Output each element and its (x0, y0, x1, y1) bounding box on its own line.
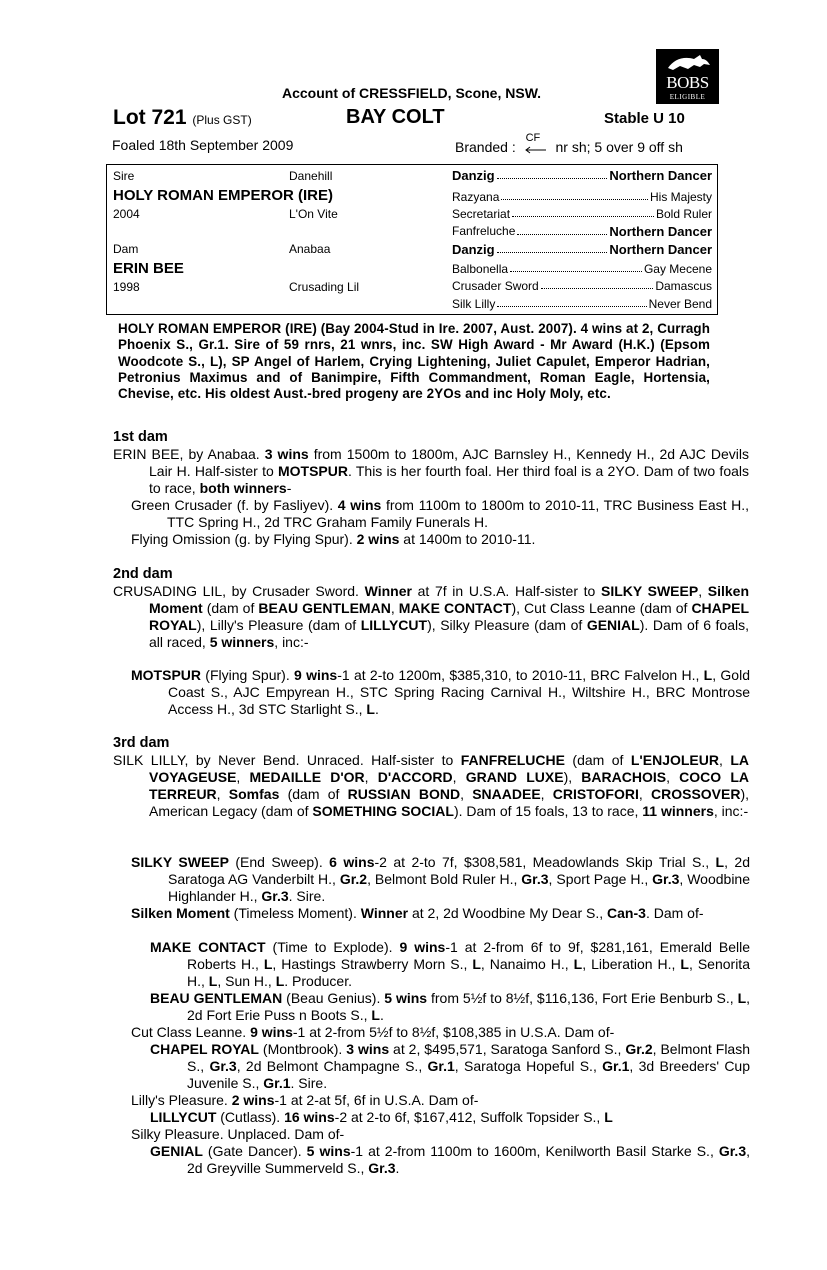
bold-run: 16 wins (284, 1109, 335, 1125)
bold-run: Gr.3 (652, 871, 680, 887)
bold-run: 3 wins (346, 1041, 390, 1057)
bold-run: SILKY SWEEP (131, 854, 229, 870)
bold-run: 5 winners (209, 634, 275, 650)
bold-run: LA VOYAGEUSE (149, 752, 750, 785)
bold-run: Gr.3 (718, 1143, 747, 1159)
bold-run: Silken Moment (149, 583, 749, 616)
lot-label: Lot 721 (113, 106, 187, 129)
ancestor-row (452, 262, 712, 276)
bold-run: 4 wins (337, 497, 382, 513)
bold-run: COCO LA TERREUR (149, 769, 749, 802)
sire-year: 2004 (113, 207, 140, 221)
bold-run: Gr.3 (521, 871, 549, 887)
bold-run: 9 wins (294, 667, 338, 683)
bold-run: Somfas (228, 786, 280, 802)
bold-run: Gr.3 (368, 1160, 396, 1176)
progeny-entry: GENIAL (Gate Dancer). 5 wins-1 at 2-from 1100m to 1600m, Kenilworth Basil Starke S., Gr.3, 2d Greyville Summerveld S., Gr.3. (150, 1143, 750, 1176)
foaled-date: Foaled 18th September 2009 (112, 137, 294, 153)
progeny-entry: Lilly's Pleasure. 2 wins-1 at 2-at 5f, 6f in U.S.A. Dam of- (131, 1092, 479, 1108)
dam-paragraph: SILK LILLY, by Never Bend. Unraced. Half-sister to FANFRELUCHE (dam of L'ENJOLEUR, LA VOYAGEUSE, MEDAILLE D'OR, D'ACCORD, GRAND LUXE), BARACHOIS, COCO LA TERREUR, Somfas (dam of RUSSIAN BOND, SNAADEE, CRISTOFORI, CROSSOVER), American Legacy (dam of SOMETHING SOCIAL). Dam of 15 foals, 13 to race, 11 winners, inc:- (113, 752, 750, 819)
bold-run: Gr.1 (427, 1058, 455, 1074)
ancestor-right: Damascus (655, 279, 712, 293)
bold-run: L (604, 1109, 613, 1125)
bold-run: L (263, 956, 273, 972)
progeny-entry: Green Crusader (f. by Fasliyev). 4 wins from 1100m to 1800m to 2010-11, TRC Business East H., TTC Spring H., 2d TRC Graham Family Funerals H. (131, 497, 750, 530)
brand-mark-text: CF (525, 132, 541, 144)
ancestor-left: Danzig (452, 242, 495, 257)
progeny-entry: Cut Class Leanne. 9 wins-1 at 2-from 5½f to 8½f, $108,385 in U.S.A. Dam of- (131, 1024, 615, 1040)
bold-run: L (275, 973, 285, 989)
ancestor-left: Danzig (452, 168, 495, 183)
bold-run: L (715, 854, 725, 870)
bold-run: Gr.2 (625, 1041, 653, 1057)
vendor-account: Account of CRESSFIELD, Scone, NSW. (282, 85, 542, 101)
bold-run: 3 wins (264, 446, 309, 462)
ancestor-right: Bold Ruler (655, 207, 712, 221)
bold-run: FANFRELUCHE (460, 752, 565, 768)
bold-run: BARACHOIS (581, 769, 667, 785)
section-heading-2nd-dam: 2nd dam (113, 566, 173, 582)
bold-run: L (680, 956, 689, 972)
dam-paragraph: CRUSADING LIL, by Crusader Sword. Winner at 7f in U.S.A. Half-sister to SILKY SWEEP, Silken Moment (dam of BEAU GENTLEMAN, MAKE CONTACT), Cut Class Leanne (dam of CHAPEL ROYAL), Lilly's Pleasure (dam of LILLYCUT), Silky Pleasure (dam of GENIAL). Dam of 6 foals, all raced, 5 winners, inc:- (113, 583, 749, 650)
ancestor-row (452, 168, 712, 183)
ancestor-right: Northern Dancer (609, 242, 712, 257)
ancestor-row (452, 224, 712, 239)
lot-note: (Plus GST) (192, 113, 252, 127)
logo-text: BOBS (666, 73, 709, 92)
ancestor-left: Crusader Sword (452, 279, 539, 293)
bold-run: L (737, 990, 747, 1006)
ancestor-right: His Majesty (649, 190, 712, 204)
bold-run: both winners (199, 480, 287, 496)
ancestor-row (452, 242, 712, 257)
sire-summary: HOLY ROMAN EMPEROR (IRE) (Bay 2004-Stud in Ire. 2007, Aust. 2007). 4 wins at 2, Curragh Phoenix S., Gr.1. Sire of 59 rnrs, 21 wnrs, inc. SW High Award - Mr Award (H.K.) (Epsom Woodcote S., L), SP Angel of Harlem, Crying Lightening, Juliet Capulet, Emperor Hadrian, Petronius Maximus and of Banimpire, Fifth Commandment, Roman Eagle, Hortensia, Chevise, etc. His oldest Aust.-bred progeny are 2YOs and inc Holy Moly, etc. (118, 321, 710, 402)
bold-run: CHAPEL ROYAL (150, 1041, 259, 1057)
bold-run: BEAU GENTLEMAN (258, 600, 391, 616)
lot-number (113, 106, 252, 130)
bold-run: BEAU GENTLEMAN (150, 990, 283, 1006)
bold-run: 9 wins (399, 939, 446, 955)
section-heading-3rd-dam: 3rd dam (113, 735, 170, 751)
bold-run: Gr.1 (602, 1058, 630, 1074)
bold-run: Silken Moment (131, 905, 230, 921)
bold-run: CROSSOVER (651, 786, 741, 802)
ancestor-row (452, 207, 712, 221)
bold-run: Can-3 (607, 905, 646, 921)
ancestor-row (452, 297, 712, 311)
horse-icon (664, 53, 712, 73)
sire-sire: Danehill (289, 169, 333, 183)
ancestor-row (452, 279, 712, 293)
bold-run: CHAPEL ROYAL (149, 600, 749, 633)
bold-run: SOMETHING SOCIAL (312, 803, 454, 819)
ancestor-left: Balbonella (452, 262, 509, 276)
dam-name: ERIN BEE (113, 260, 184, 277)
bold-run: SILKY SWEEP (600, 583, 699, 599)
bold-run: GRAND LUXE (465, 769, 564, 785)
bold-run: 9 wins (250, 1024, 293, 1040)
sire-name: HOLY ROMAN EMPEROR (IRE) (113, 187, 334, 204)
bold-run: GENIAL (586, 617, 640, 633)
bold-run: L (366, 701, 375, 717)
section-heading-1st-dam: 1st dam (113, 429, 168, 445)
bold-run: 5 wins (306, 1143, 351, 1159)
progeny-entry: CHAPEL ROYAL (Montbrook). 3 wins at 2, $495,571, Saratoga Sanford S., Gr.2, Belmont Flash S., Gr.3, 2d Belmont Champagne S., Gr.1, Saratoga Hopeful S., Gr.1, 3d Breeders' Cup Juvenile S., Gr.1. Sire. (150, 1041, 751, 1091)
progeny-entry: MAKE CONTACT (Time to Explode). 9 wins-1 at 2-from 6f to 9f, $281,161, Emerald Belle Roberts H., L, Hastings Strawberry Morn S., L, Nanaimo H., L, Liberation H., L, Senorita H., L, Sun H., L. Producer. (150, 939, 750, 989)
bold-run: MEDAILLE D'OR (249, 769, 365, 785)
ancestor-left: Fanfreluche (452, 224, 516, 238)
bold-run: L (703, 667, 713, 683)
dam-sire: Anabaa (289, 242, 331, 256)
branded-rest: nr sh; 5 over 9 off sh (555, 139, 683, 155)
bold-run: RUSSIAN BOND (347, 786, 461, 802)
progeny-entry: BEAU GENTLEMAN (Beau Genius). 5 wins from 5½f to 8½f, $116,136, Fort Erie Benburb S., L, 2d Fort Erie Puss n Boots S., L. (150, 990, 751, 1023)
bold-run: 11 winners (642, 803, 714, 819)
bold-run: L (472, 956, 481, 972)
bold-run: SNAADEE (472, 786, 541, 802)
bold-run: LILLYCUT (360, 617, 428, 633)
bold-run: 5 wins (384, 990, 428, 1006)
bobs-logo (656, 49, 719, 104)
progeny-entry: Silken Moment (Timeless Moment). Winner at 2, 2d Woodbine My Dear S., Can-3. Dam of- (131, 905, 704, 921)
bold-run: Winner (364, 583, 412, 599)
bold-run: GENIAL (150, 1143, 203, 1159)
bold-run: LILLYCUT (150, 1109, 217, 1125)
bold-run: L (573, 956, 583, 972)
bold-run: MOTSPUR (277, 463, 348, 479)
progeny-entry: SILKY SWEEP (End Sweep). 6 wins-2 at 2-to 7f, $308,581, Meadowlands Skip Trial S., L, 2d Saratoga AG Vanderbilt H., Gr.2, Belmont Bold Ruler H., Gr.3, Sport Page H., Gr.3, Woodbine Highlander H., Gr.3. Sire. (131, 854, 751, 904)
progeny-entry: Flying Omission (g. by Flying Spur). 2 wins at 1400m to 2010-11. (131, 531, 536, 547)
bold-run: Winner (360, 905, 409, 921)
branding (455, 132, 683, 155)
bold-run: CRISTOFORI (552, 786, 639, 802)
ancestor-left: Secretariat (452, 207, 511, 221)
bold-run: MAKE CONTACT (398, 600, 512, 616)
dam-year: 1998 (113, 280, 140, 294)
ancestor-right: Northern Dancer (609, 224, 712, 239)
page-title: BAY COLT (346, 106, 445, 128)
bold-run: Gr.3 (209, 1058, 237, 1074)
bold-run: MOTSPUR (131, 667, 201, 683)
ancestor-right: Northern Dancer (609, 168, 712, 183)
brand-mark (522, 132, 550, 155)
pedigree-table (106, 164, 718, 315)
bold-run: L (371, 1007, 380, 1023)
bold-run: Gr.3 (261, 888, 289, 904)
ancestor-right: Never Bend (648, 297, 712, 311)
progeny-entry: LILLYCUT (Cutlass). 16 wins-2 at 2-to 6f, $167,412, Suffolk Topsider S., L (150, 1109, 613, 1125)
bold-run: L (208, 973, 218, 989)
dam-label: Dam (113, 242, 139, 256)
progeny-entry: Silky Pleasure. Unplaced. Dam of- (131, 1126, 345, 1142)
bold-run: 2 wins (356, 531, 400, 547)
bold-run: MAKE CONTACT (150, 939, 266, 955)
bold-run: D'ACCORD (377, 769, 453, 785)
bold-run: L'ENJOLEUR (630, 752, 719, 768)
bold-run: Gr.2 (339, 871, 368, 887)
sire-label: Sire (113, 169, 135, 183)
ancestor-row (452, 190, 712, 204)
bold-run: Gr.1 (263, 1075, 291, 1091)
bold-run: 2 wins (231, 1092, 275, 1108)
ancestor-left: Razyana (452, 190, 500, 204)
dam-paragraph: ERIN BEE, by Anabaa. 3 wins from 1500m to 1800m, AJC Barnsley H., Kennedy H., 2d AJC Devils Lair H. Half-sister to MOTSPUR. This is her fourth foal. Her third foal is a 2YO. Dam of two foals to race, both winners- (113, 446, 749, 496)
dam-dam: Crusading Lil (289, 280, 360, 294)
ancestor-left: Silk Lilly (452, 297, 496, 311)
ancestor-right: Gay Mecene (643, 262, 712, 276)
branded-label: Branded : (455, 139, 516, 155)
bold-run: 6 wins (329, 854, 375, 870)
logo-subtext: ELIGIBLE (669, 93, 706, 101)
brand-arrow-icon (522, 137, 550, 155)
progeny-entry: MOTSPUR (Flying Spur). 9 wins-1 at 2-to 1200m, $385,310, to 2010-11, BRC Falvelon H., L, Gold Coast S., AJC Empyrean H., STC Spring Racing Carnival H., Wiltshire H., BRC Montrose Access H., 3d STC Starlight S., L. (131, 667, 750, 717)
stable-location: Stable U 10 (604, 110, 685, 127)
sire-dam: L'On Vite (289, 207, 338, 221)
